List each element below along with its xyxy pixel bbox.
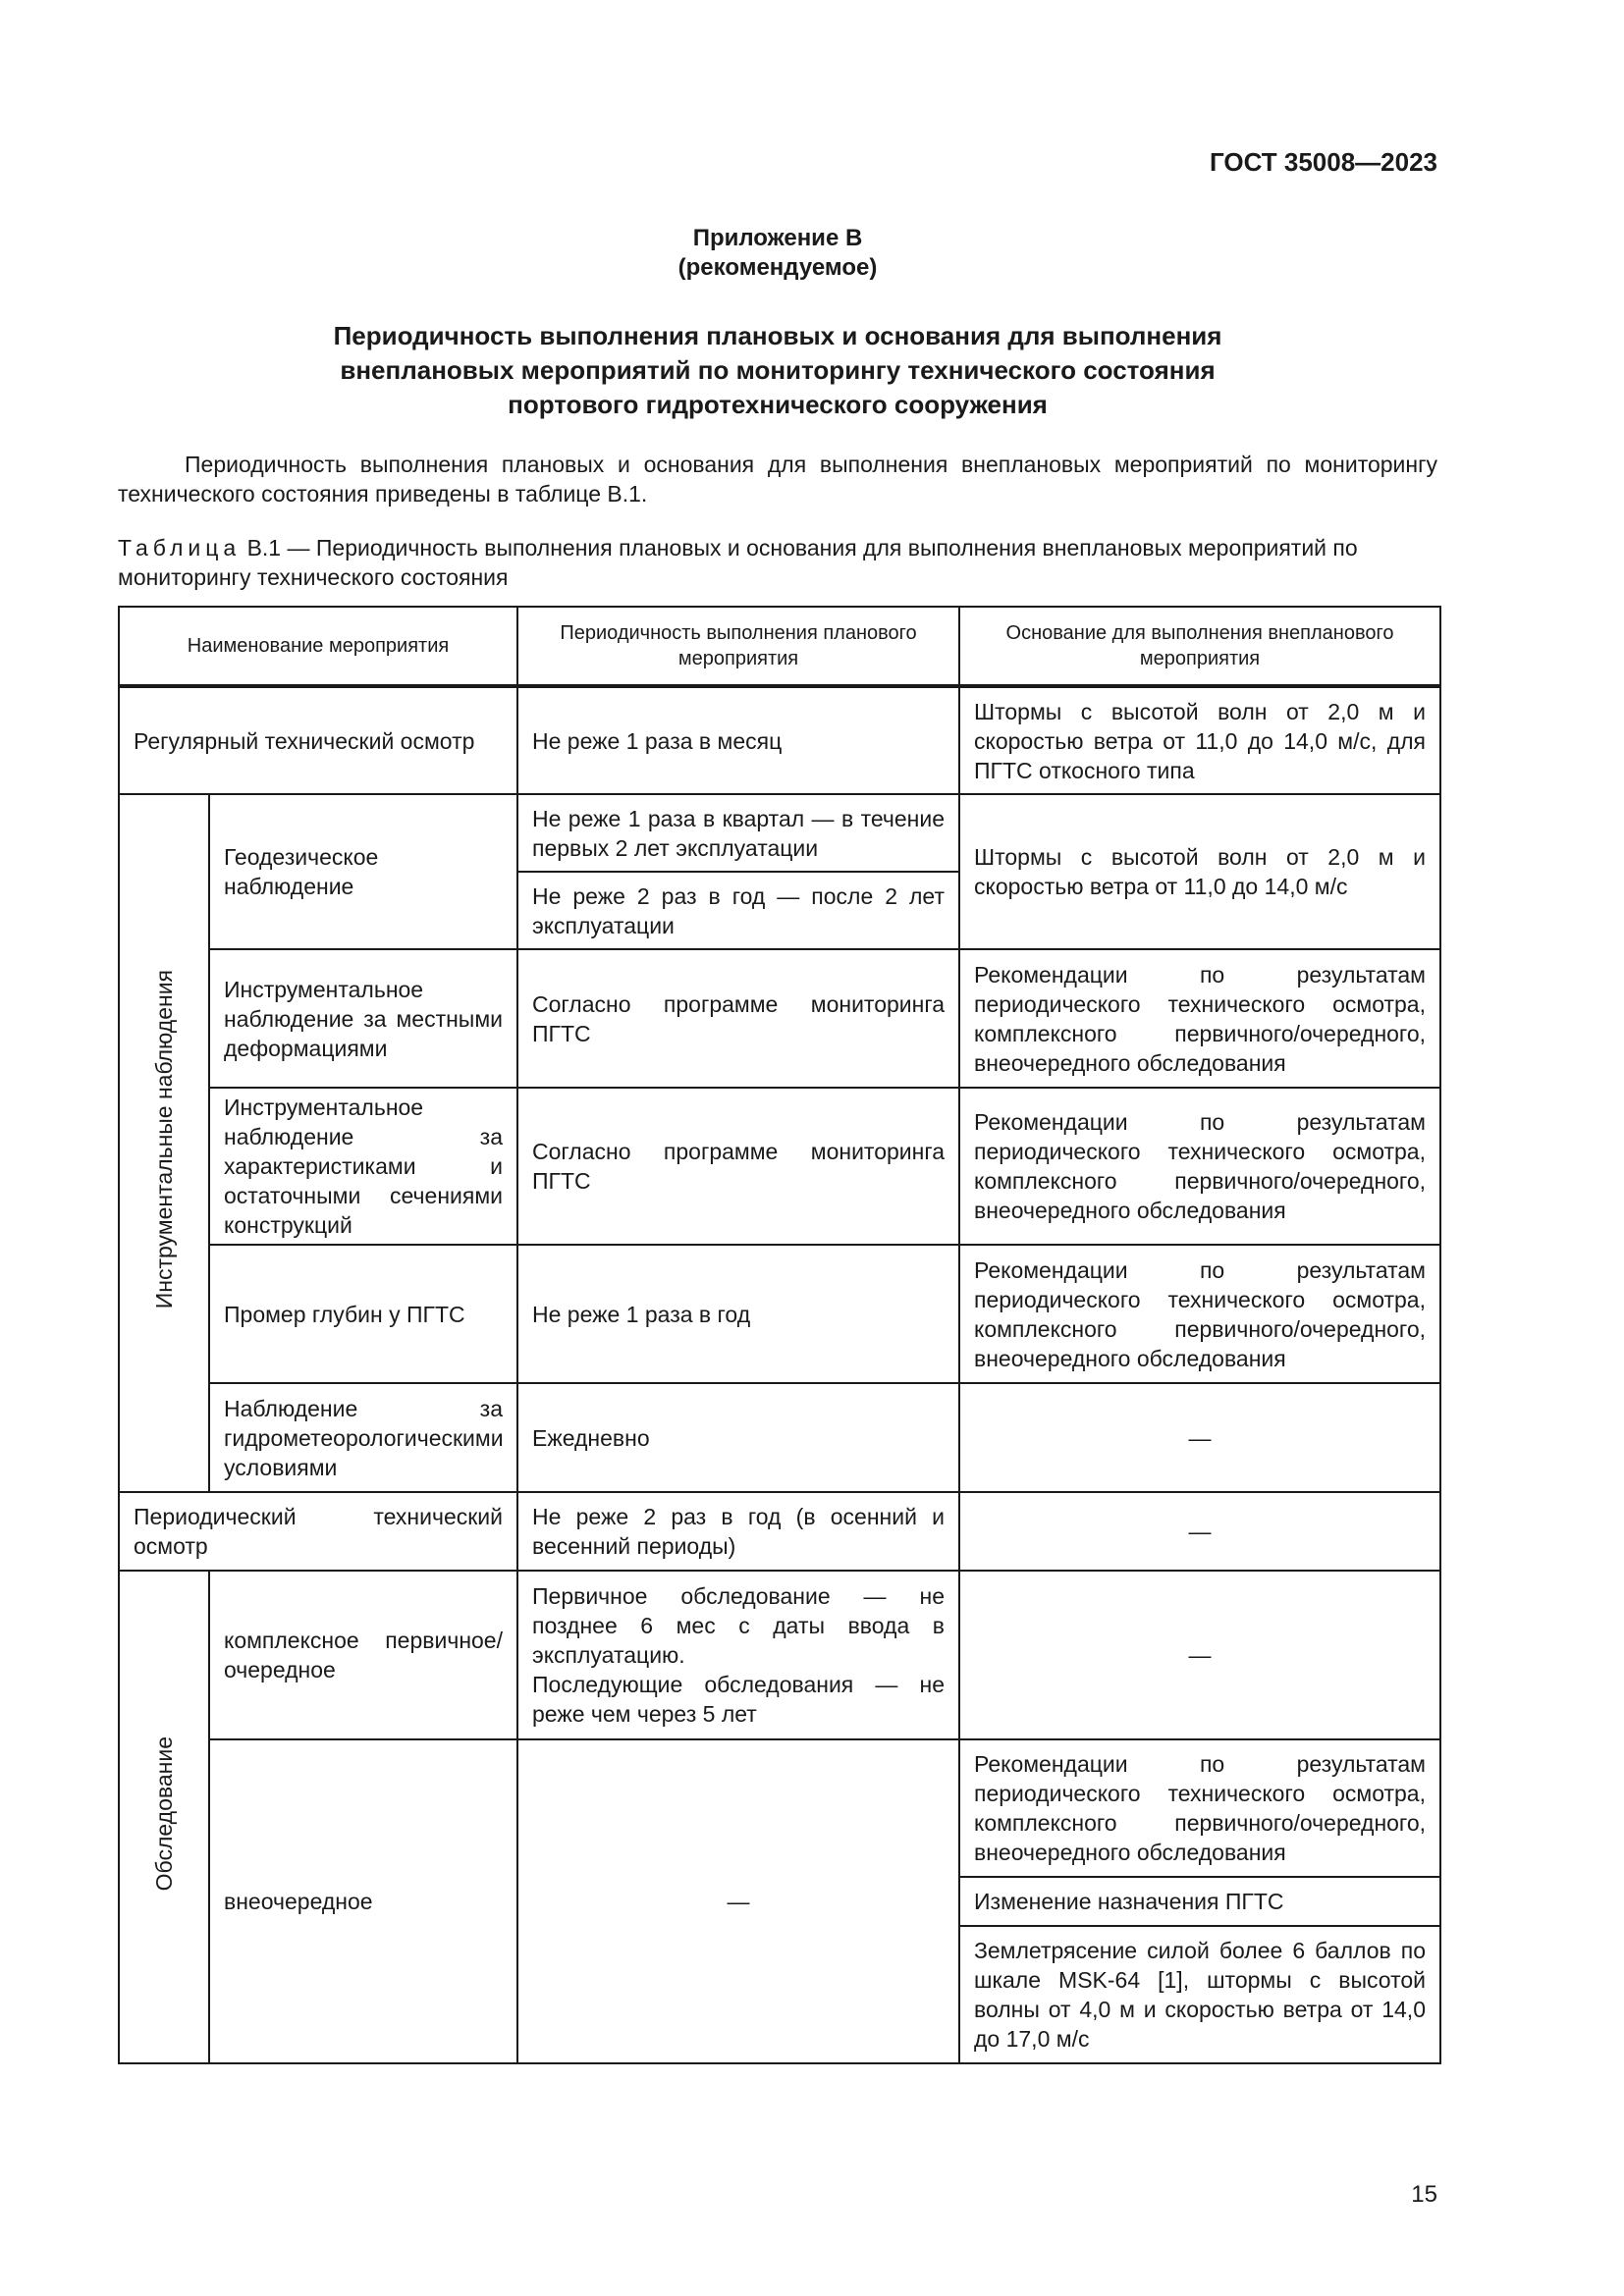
extraordinary-basis-1: Рекомендации по результатам периодического технического осмотра, комплексного первичного/очередного, внеочередного обследования [959, 1739, 1440, 1877]
geodetic-basis: Штормы с высотой волн от 2,0 м и скоростью ветра от 11,0 до 14,0 м/с [959, 794, 1440, 949]
table-row [119, 1571, 1440, 1739]
table-row [119, 1088, 1440, 1245]
survey-group-cell [119, 1571, 209, 2063]
appendix-title: Приложение В [692, 225, 863, 251]
local-deformations-name: Инструментальное наблюдение за местными деформациями [209, 949, 517, 1088]
table-row [119, 686, 1440, 794]
table-row [119, 1383, 1440, 1492]
depth-name: Промер глубин у ПГТС [209, 1245, 517, 1383]
complex-basis: — [959, 1571, 1440, 1739]
section-title-line-3: портового гидротехнического сооружения [508, 390, 1048, 419]
page-number: 15 [1411, 2181, 1437, 2208]
extraordinary-name: внеочередное [209, 1739, 517, 2063]
table-row [119, 1739, 1440, 1877]
characteristics-periodicity: Согласно программе мониторинга ПГТС [517, 1088, 959, 1245]
periodic-basis: — [959, 1492, 1440, 1571]
header-basis: Основание для выполнения внепланового мероприятия [959, 607, 1440, 686]
regular-basis: Штормы с высотой волн от 2,0 м и скоростью ветра от 11,0 до 14,0 м/с, для ПГТС откосного типа [959, 686, 1440, 794]
table-row [119, 1492, 1440, 1571]
periodic-periodicity: Не реже 2 раз в год (в осенний и весенний периоды) [517, 1492, 959, 1571]
document-code: ГОСТ 35008—2023 [1210, 147, 1437, 177]
periodic-name: Периодический технический осмотр [119, 1492, 517, 1571]
table-row [119, 794, 1440, 872]
monitoring-table [118, 606, 1441, 2064]
header-periodicity: Периодичность выполнения планового мероприятия [517, 607, 959, 686]
regular-periodicity: Не реже 1 раза в месяц [517, 686, 959, 794]
local-deformations-periodicity: Согласно программе мониторинга ПГТС [517, 949, 959, 1088]
table-caption-text: — Периодичность выполнения плановых и основания для выполнения внеплановых мероприятий по мониторингу технического состояния [118, 535, 1358, 590]
header-name: Наименование мероприятия [119, 607, 517, 686]
hydromet-basis: — [959, 1383, 1440, 1492]
section-title [118, 319, 1437, 422]
characteristics-basis: Рекомендации по результатам периодического технического осмотра, комплексного первичного/очередного, внеочередного обследования [959, 1088, 1440, 1245]
appendix-heading [118, 224, 1437, 283]
instrumental-group-label: Инструментальные наблюдения [151, 970, 177, 1309]
table-header-row [119, 607, 1440, 686]
depth-basis: Рекомендации по результатам периодического технического осмотра, комплексного первичного/очередного, внеочередного обследования [959, 1245, 1440, 1383]
table-caption-number: В.1 [246, 535, 282, 561]
intro-text: Периодичность выполнения плановых и основания для выполнения внеплановых мероприятий по мониторингу технического состояния приведены в таблице В.1. [118, 452, 1437, 507]
extraordinary-basis-2: Изменение назначения ПГТС [959, 1877, 1440, 1926]
section-title-line-1: Периодичность выполнения плановых и основания для выполнения [333, 321, 1222, 350]
appendix-status: (рекомендуемое) [677, 254, 878, 281]
survey-group-label: Обследование [151, 1735, 177, 1892]
hydromet-periodicity: Ежедневно [517, 1383, 959, 1492]
geodetic-periodicity-2: Не реже 2 раз в год — после 2 лет эксплуатации [517, 872, 959, 949]
intro-paragraph [118, 450, 1437, 508]
complex-periodicity [517, 1571, 959, 1739]
complex-periodicity-1: Первичное обследование — не позднее 6 мес с даты ввода в эксплуатацию. [532, 1583, 945, 1668]
table-row [119, 949, 1440, 1088]
regular-name: Регулярный технический осмотр [119, 686, 517, 794]
characteristics-name: Инструментальное наблюдение за характеристиками и остаточными сечениями конструкций [209, 1088, 517, 1245]
table-caption [118, 533, 1437, 592]
complex-periodicity-2: Последующие обследования — не реже чем через 5 лет [532, 1672, 945, 1727]
extraordinary-basis-3: Землетрясение силой более 6 баллов по шкале MSK-64 [1], штормы с высотой волны от 4,0 м и скоростью ветра от 14,0 до 17,0 м/с [959, 1926, 1440, 2063]
hydromet-name: Наблюдение за гидрометеорологическими условиями [209, 1383, 517, 1492]
instrumental-group-cell [119, 794, 209, 1492]
geodetic-name: Геодезическое наблюдение [209, 794, 517, 949]
extraordinary-periodicity: — [517, 1739, 959, 2063]
table-row [119, 1245, 1440, 1383]
table-caption-prefix: Таблица [118, 535, 242, 561]
complex-name: комплексное первичное/очередное [209, 1571, 517, 1739]
section-title-line-2: внеплановых мероприятий по мониторингу технического состояния [340, 355, 1216, 385]
local-deformations-basis: Рекомендации по результатам периодического технического осмотра, комплексного первичного/очередного, внеочередного обследования [959, 949, 1440, 1088]
geodetic-periodicity-1: Не реже 1 раза в квартал — в течение первых 2 лет эксплуатации [517, 794, 959, 872]
depth-periodicity: Не реже 1 раза в год [517, 1245, 959, 1383]
